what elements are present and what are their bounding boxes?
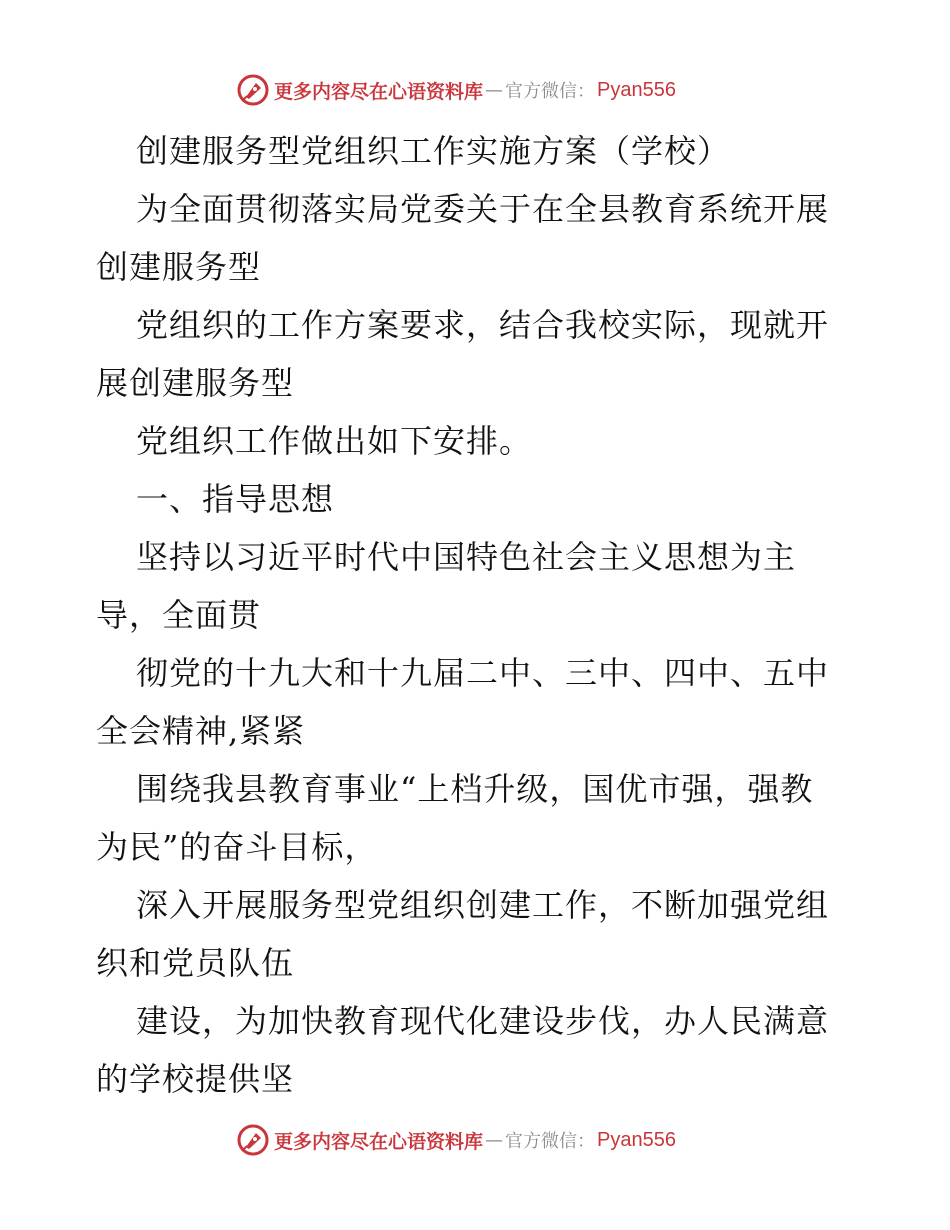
pen-nib-icon [236,1123,270,1157]
document-title: 创建服务型党组织工作实施方案（学校） [136,132,731,170]
body-line: 党组织的工作方案要求，结合我校实际，现就开 [136,306,830,344]
body-line: 建设，为加快教育现代化建设步伐，办人民满意 [136,1002,830,1040]
body-line: 深入开展服务型党组织创建工作，不断加强党组 [136,886,830,924]
watermark-wechat-id: Pyan556 [597,78,676,101]
header-watermark [236,72,676,108]
section-heading: 一、指导思想 [136,480,335,518]
watermark-dash: — [485,1129,504,1151]
body-line: 为民”的奋斗目标， [96,828,378,866]
watermark-brand: 更多内容尽在心语资料库 [274,80,484,103]
body-line: 彻党的十九大和十九届二中、三中、四中、五中 [136,654,830,692]
body-line: 全会精神,紧紧 [96,712,306,750]
body-line: 的学校提供坚 [96,1060,295,1098]
body-line: 党组织工作做出如下安排。 [136,422,533,460]
body-line: 织和党员队伍 [96,944,295,982]
body-line: 创建服务型 [96,248,262,286]
watermark-dash: — [485,79,504,101]
body-line: 坚持以习近平时代中国特色社会主义思想为主 [136,538,797,576]
watermark-colon: ： [577,81,596,102]
watermark-wechat-label: 官方微信 [505,81,578,102]
watermark-colon: ： [577,1131,596,1152]
watermark-brand: 更多内容尽在心语资料库 [274,1130,484,1153]
watermark-wechat-id: Pyan556 [597,1128,676,1151]
document-body [96,122,856,1108]
footer-watermark [236,1122,676,1158]
body-line: 导，全面贯 [96,596,262,634]
pen-nib-icon [236,73,270,107]
body-line: 为全面贯彻落实局党委关于在全县教育系统开展 [136,190,830,228]
watermark-wechat-label: 官方微信 [505,1131,578,1152]
body-line: 围绕我县教育事业“上档升级，国优市强，强教 [136,770,814,808]
body-line: 展创建服务型 [96,364,295,402]
